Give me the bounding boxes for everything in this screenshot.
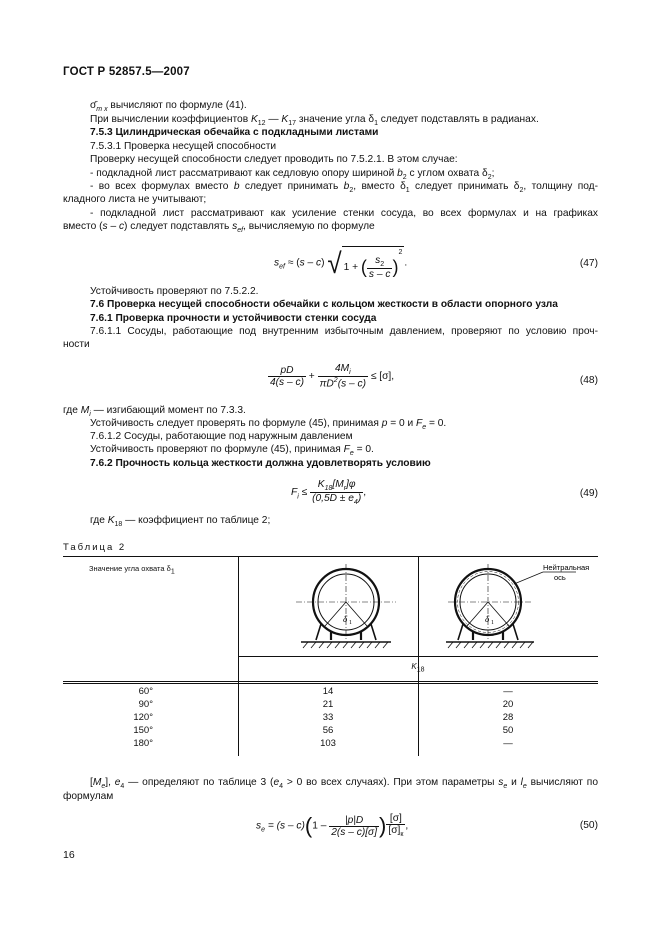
cell-angle: 150° (133, 725, 153, 736)
list-item: - подкладной лист рассматривают как усиление стенки сосуда, во всех формулах и на графиках (90, 208, 598, 219)
sub: r (343, 485, 347, 493)
text: вместо ( (63, 221, 103, 232)
text: = 0. (353, 444, 374, 455)
var: s (232, 221, 238, 232)
text: — определяют по таблице 3 ( (124, 777, 274, 788)
text: – (107, 221, 119, 232)
var: b (233, 181, 240, 192)
denominator: s – c (368, 268, 391, 280)
cell-angle: 60° (138, 686, 153, 697)
var: l (520, 777, 523, 788)
numerator: K (317, 479, 325, 490)
text: — (265, 114, 282, 125)
var: e (273, 777, 280, 788)
cell-k18-neutral: — (503, 738, 513, 749)
sub: e (101, 783, 106, 791)
sub: 2 (349, 187, 354, 195)
table-row (63, 699, 598, 712)
text-line: кладного листа не учитывают; (63, 194, 207, 205)
fraction (310, 479, 363, 506)
sub: 4 (120, 783, 125, 791)
text-line: формулам (63, 791, 114, 802)
sqrt-body (342, 246, 408, 280)
table-row (63, 738, 598, 751)
text: ≤ [σ], (368, 370, 395, 382)
text: вычисляют по (526, 777, 598, 788)
paren: ( (360, 256, 367, 277)
sub: i (349, 369, 351, 377)
sub: 18 (324, 485, 333, 493)
column-header-angle (89, 564, 175, 576)
text: где (63, 405, 81, 416)
text: > 0 во всех случаях). При этом параметры (283, 777, 499, 788)
text: следует подставлять в радианах. (377, 114, 539, 125)
cell-k18-neutral: 50 (502, 725, 514, 736)
section-heading-7-6: 7.6 Проверка несущей способности обечайки с кольцом жесткости в области опорного узла (90, 299, 558, 310)
sub: e (522, 783, 527, 791)
numerator: pD (268, 365, 306, 377)
text: 1 + (343, 262, 361, 273)
cell-k18-neutral: 28 (502, 712, 514, 723)
cell-k18-saddle: 103 (320, 738, 336, 749)
text-line (63, 220, 375, 237)
denominator: 2(s – c)[σ] (331, 826, 378, 838)
numerator: |p|D (329, 815, 379, 827)
denominator: 4(s – c) (270, 376, 304, 388)
paragraph: Проверку несущей способности следует проводить по 7.5.2.1. В этом случае: (90, 154, 458, 165)
text: Устойчивость следует проверять по формуле (45), принимая (90, 418, 382, 429)
var: F (416, 418, 423, 429)
sub: m x (96, 106, 108, 114)
cell-angle: 120° (133, 712, 153, 723)
var: K (281, 114, 289, 125)
var: s (256, 820, 262, 832)
sqrt-sign: √ (327, 246, 342, 280)
text: . (404, 257, 408, 269)
var: s (102, 221, 108, 232)
var: b (397, 168, 403, 179)
text: = (s – c) (265, 820, 305, 832)
text: ≈ ( (284, 257, 300, 269)
cell-k18-neutral: — (503, 686, 513, 697)
text: и (507, 777, 521, 788)
sub: i (89, 411, 91, 419)
section-heading-7-6-2: 7.6.2 Прочность кольца жесткости должна удовлетворять условию (90, 458, 431, 469)
equation-49 (291, 479, 366, 506)
equation-number: (47) (579, 258, 598, 269)
table-2 (63, 556, 598, 756)
sub: 1 (405, 187, 410, 195)
var: s (498, 777, 504, 788)
var: c (316, 257, 322, 269)
fraction (367, 255, 393, 280)
section-heading-7-6-1: 7.6.1 Проверка прочности и устойчивости стенки сосуда (90, 313, 377, 324)
text: ) (321, 257, 325, 269)
text: – (304, 257, 317, 269)
numerator: [M (332, 479, 344, 490)
text: , вычисляемую по формуле (243, 221, 375, 232)
text: - подкладной лист рассматривают как седловую опору шириной (90, 168, 398, 179)
equation-48 (268, 363, 394, 389)
equation-number: (48) (579, 375, 598, 386)
denominator: ) (357, 493, 362, 505)
equation-number: (50) (579, 820, 598, 831)
text: = 0 и (387, 418, 417, 429)
text: ], (105, 777, 115, 788)
section-heading-7-5-3: 7.5.3 Цилиндрическая обечайка с подкладными листами (90, 127, 379, 138)
denominator: (s – c) (337, 378, 366, 390)
text: [ (90, 777, 93, 788)
sub: 2 (380, 260, 385, 268)
cell-k18-saddle: 14 (322, 686, 334, 697)
sub: ef (279, 263, 285, 271)
cell-k18-saddle: 56 (322, 725, 334, 736)
sub: i (297, 493, 299, 501)
delta-sub: 1 (349, 620, 352, 626)
table-caption: Таблица 2 (63, 542, 127, 553)
sub: 12 (257, 120, 266, 128)
text: + (305, 370, 318, 382)
document-header: ГОСТ Р 52857.5—2007 (63, 66, 190, 78)
text: 1 – (312, 820, 330, 832)
table-row (63, 712, 598, 725)
denominator: πD (319, 378, 334, 390)
equation-50 (256, 813, 408, 839)
var: K (250, 114, 258, 125)
diagram-saddle-support (291, 560, 401, 656)
text: = 0. (426, 418, 447, 429)
text: — изгибающий момент по 7.3.3. (90, 405, 246, 416)
var: M (92, 777, 102, 788)
table-row (63, 725, 598, 738)
sub: 2 (487, 174, 492, 182)
numerator: 4M (334, 363, 350, 374)
var: K (411, 662, 417, 671)
exponent: 2 (398, 249, 403, 256)
text: , толщину под- (523, 181, 598, 192)
paragraph: Устойчивость проверяют по 7.5.2.2. (90, 286, 259, 297)
text: с углом охвата δ (406, 168, 488, 179)
equation-number: (49) (579, 488, 598, 499)
fraction (268, 365, 306, 388)
sigma-symbol: σ̄ (90, 100, 97, 111)
text: следует принимать (239, 181, 344, 192)
text: следует принимать δ (409, 181, 520, 192)
var: F (291, 487, 298, 499)
text: , (363, 487, 367, 499)
paragraph: 7.6.1.1 Сосуды, работающие под внутренним избыточным давлением, проверяют по условию проч- (90, 326, 598, 337)
var: e (114, 777, 121, 788)
cell-angle: 180° (133, 738, 153, 749)
var: p (381, 418, 388, 429)
delta-label: δ (343, 614, 348, 624)
sub: 18 (416, 666, 425, 674)
delta-label: δ (485, 614, 490, 624)
page-number: 16 (63, 849, 75, 861)
text: Устойчивость проверяют по формуле (45), принимая (90, 444, 344, 455)
paren: ) (379, 813, 387, 838)
text: ; (491, 168, 495, 179)
delta-sub: 1 (491, 620, 494, 626)
numerator: ]φ (346, 479, 356, 490)
text-line (90, 514, 270, 531)
var: s (299, 257, 305, 269)
text: , вместо δ (353, 181, 406, 192)
sub: 17 (288, 120, 296, 128)
var: K (107, 515, 115, 526)
numerator: [σ] (386, 813, 405, 825)
cell-angle: 90° (138, 699, 153, 710)
sub: e (261, 826, 265, 834)
cell-k18-saddle: 33 (322, 712, 334, 723)
neutral-axis-label-1: Нейтральная (543, 563, 590, 572)
text-line: ности (63, 339, 90, 350)
denominator: [σ] (388, 825, 401, 837)
sub: 2 (402, 174, 407, 182)
sub: 1 (374, 120, 378, 128)
sub: 4 (353, 499, 358, 507)
text: ) следует подставлять (124, 221, 233, 232)
sub: e (503, 783, 508, 791)
fraction (318, 363, 368, 389)
subsection-heading: 7.6.1.2 Сосуды, работающие под наружным давлением (90, 431, 353, 442)
sub: 1 (170, 568, 175, 576)
paragraph (90, 776, 598, 793)
text: , (405, 820, 409, 832)
denominator: (0,5D ± e (312, 493, 354, 505)
subsection-heading-7-5-3-1: 7.5.3.1 Проверка несущей способности (90, 141, 277, 152)
equation-47 (274, 246, 407, 280)
sub: 4 (279, 783, 284, 791)
table-row (63, 686, 598, 699)
var: b (343, 181, 350, 192)
var: s (274, 257, 280, 269)
text: При вычислении коэффициентов (90, 114, 251, 125)
var: F (343, 444, 350, 455)
diagram-neutral-axis (448, 560, 590, 656)
column-header-k18 (238, 662, 598, 674)
cell-k18-neutral: 20 (502, 699, 514, 710)
text: — коэффициент по таблице 2; (122, 515, 271, 526)
sub: e (422, 424, 427, 432)
paren: ) (392, 256, 399, 277)
sub: e (349, 450, 354, 458)
sub: ef (237, 227, 244, 235)
sub: 2 (519, 187, 524, 195)
text: ≤ (298, 487, 311, 499)
sup: 2 (333, 377, 338, 385)
paren: ( (304, 813, 313, 838)
sub: к (400, 831, 404, 839)
cell-k18-saddle: 21 (322, 699, 334, 710)
neutral-axis-label-2: ось (554, 573, 566, 582)
fraction (329, 815, 379, 838)
sub: 18 (114, 521, 123, 529)
text: вычисляют по формуле (41). (107, 100, 247, 111)
fraction (386, 813, 405, 838)
var: M (80, 405, 90, 416)
var: s (375, 254, 381, 266)
text: где (90, 515, 108, 526)
var: c (118, 221, 125, 232)
text: - во всех формулах вместо (90, 181, 234, 192)
text: значение угла δ (296, 114, 375, 125)
text: Значение угла охвата δ (89, 564, 171, 573)
